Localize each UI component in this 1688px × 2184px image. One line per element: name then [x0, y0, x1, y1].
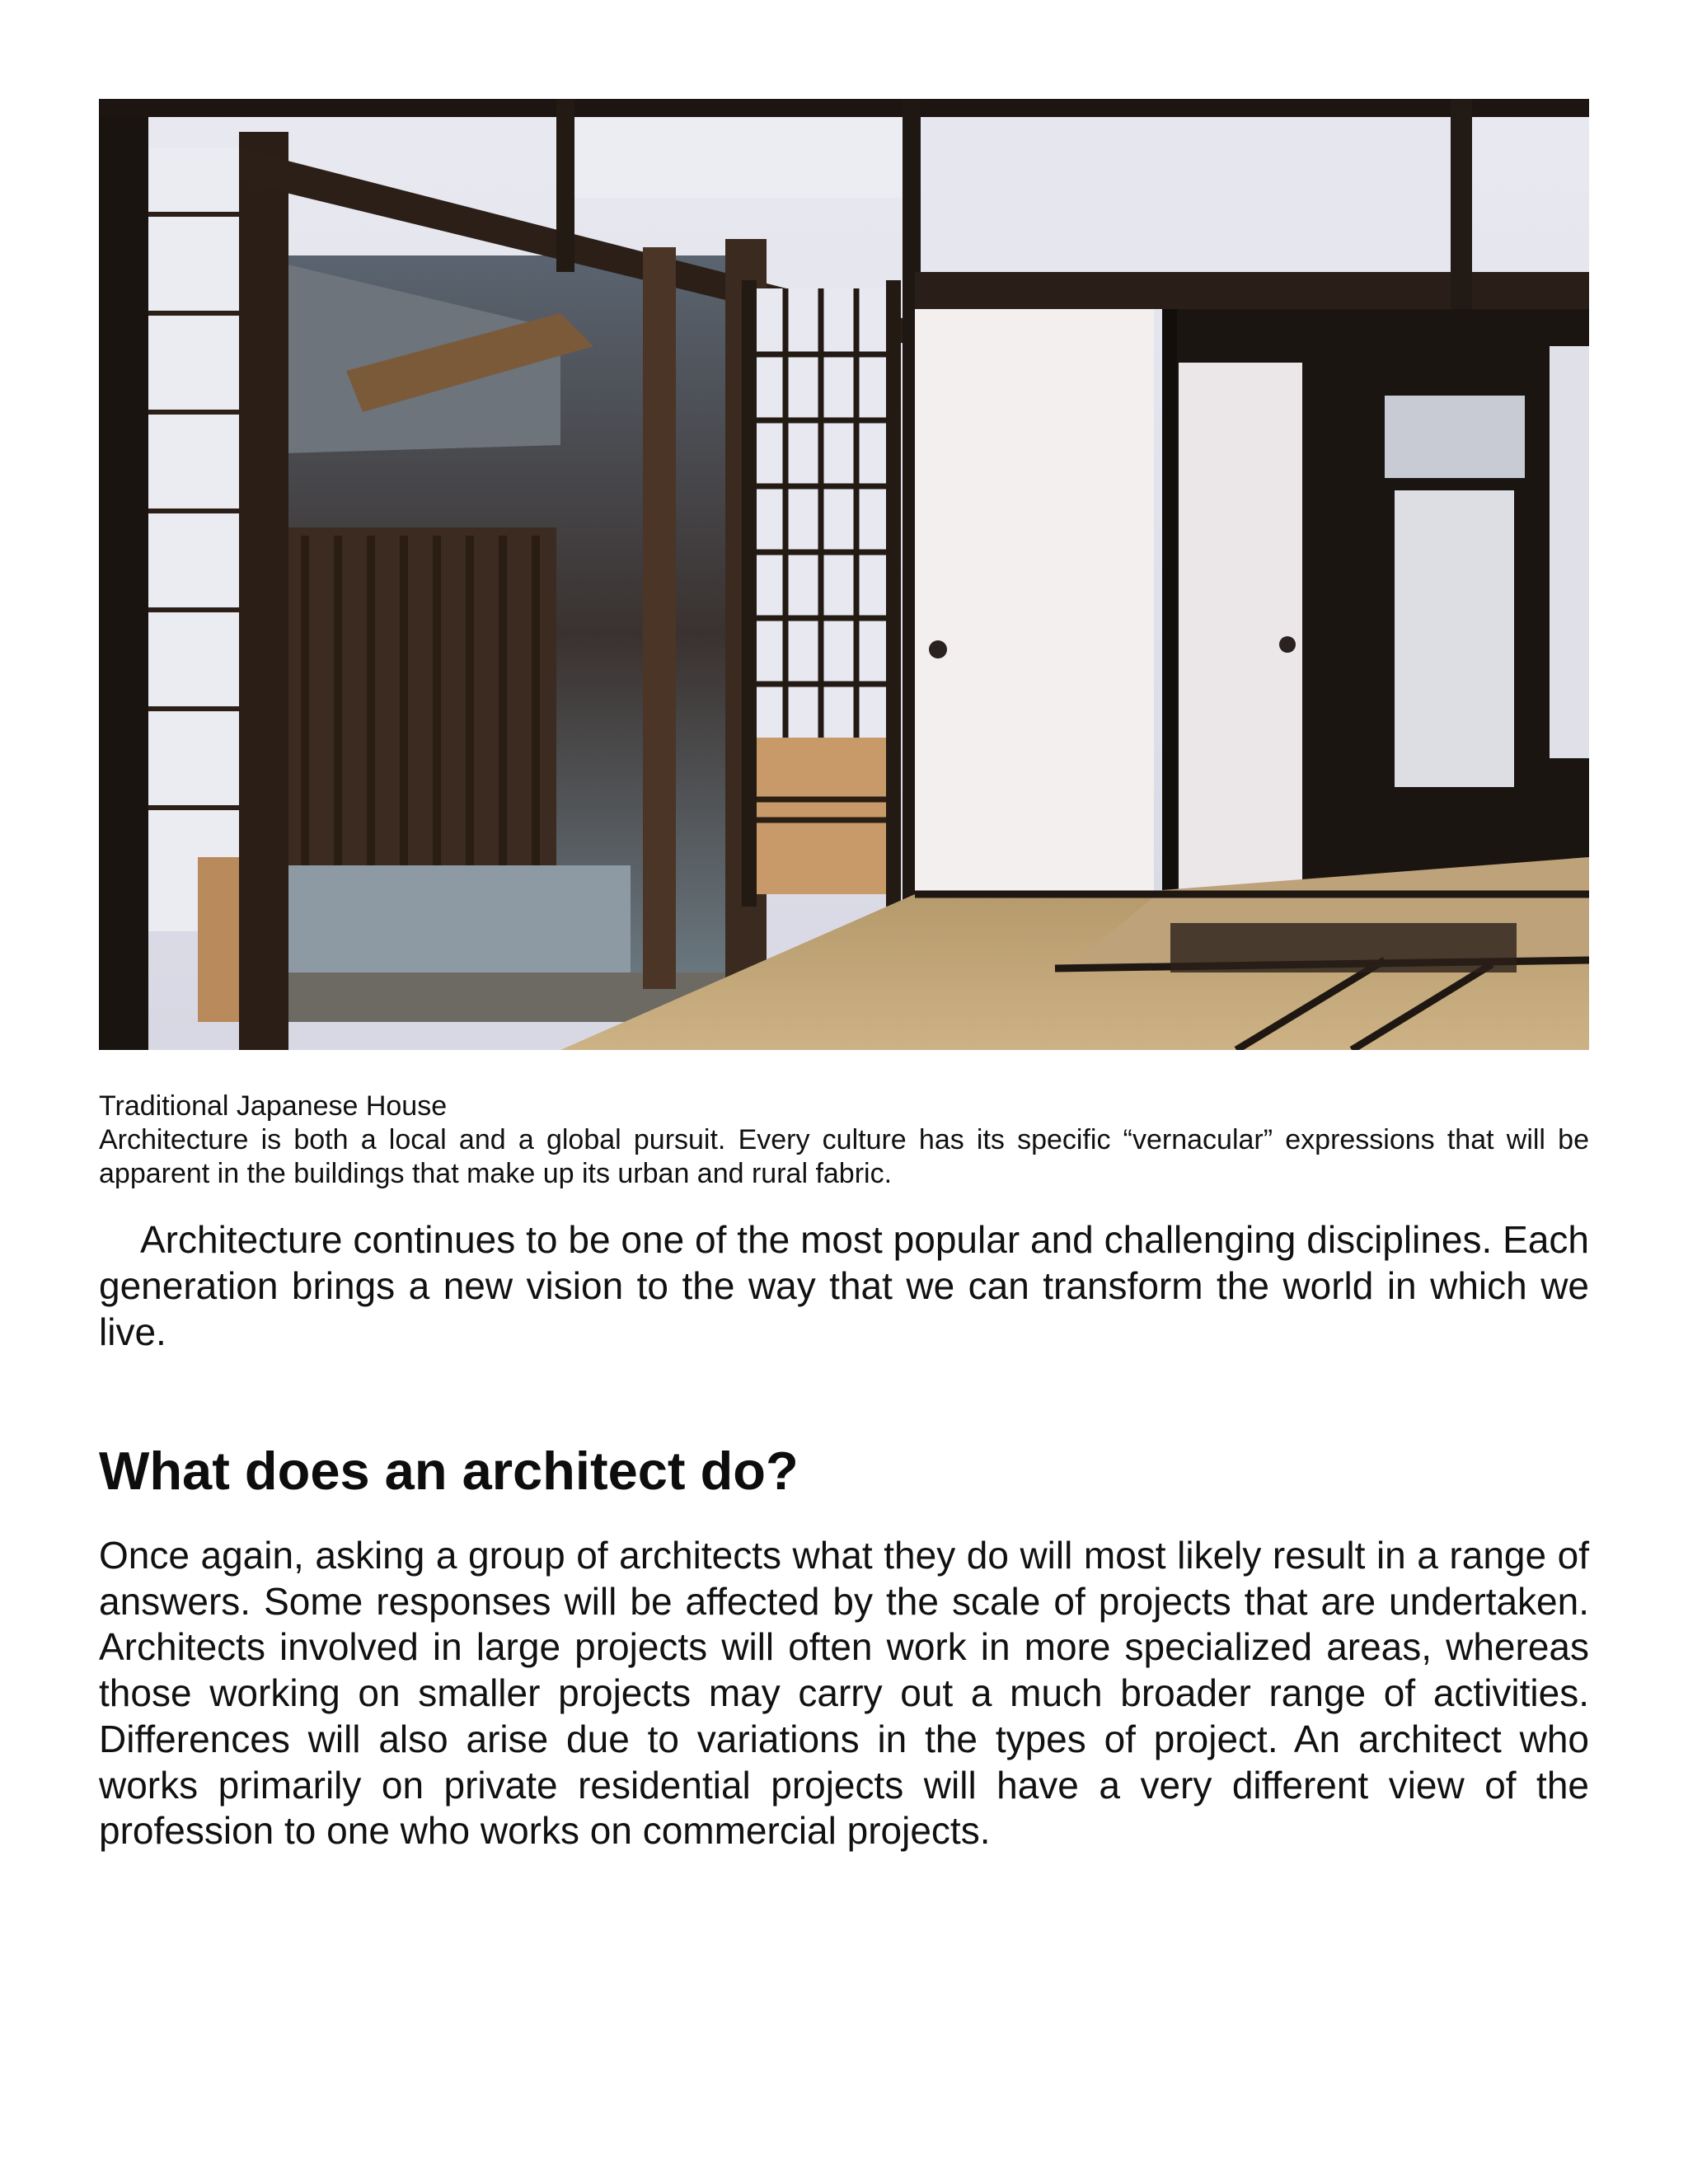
intro-paragraph: Architecture continues to be one of the most popular and challenging disciplines. Each generation brings a new vision to the way that we can transform the world in which we live. [99, 1218, 1589, 1353]
figure-caption-text: Architecture is both a local and a global pursuit. Every culture has its specific “vernacular” expressions that will be apparent in the buildings that make up its urban and rural fabric. [99, 1124, 1589, 1189]
japanese-house-photo [99, 99, 1589, 1050]
section-paragraph: Once again, asking a group of architects what they do will most likely result in a range of answers. Some responses will be affected by the scale of projects that are undertaken. Architects involved in large projects will often work in more specialized areas, whereas those working on smaller projects may carry out a much broader range of activities. Differences will also arise due to variations in the types of project. An architect who works primarily on private residential projects will have a very different view of the profession to one who works on commercial projects. [99, 1534, 1589, 1853]
figure-caption-title: Traditional Japanese House [99, 1090, 448, 1122]
section-heading: What does an architect do? [99, 1441, 799, 1501]
